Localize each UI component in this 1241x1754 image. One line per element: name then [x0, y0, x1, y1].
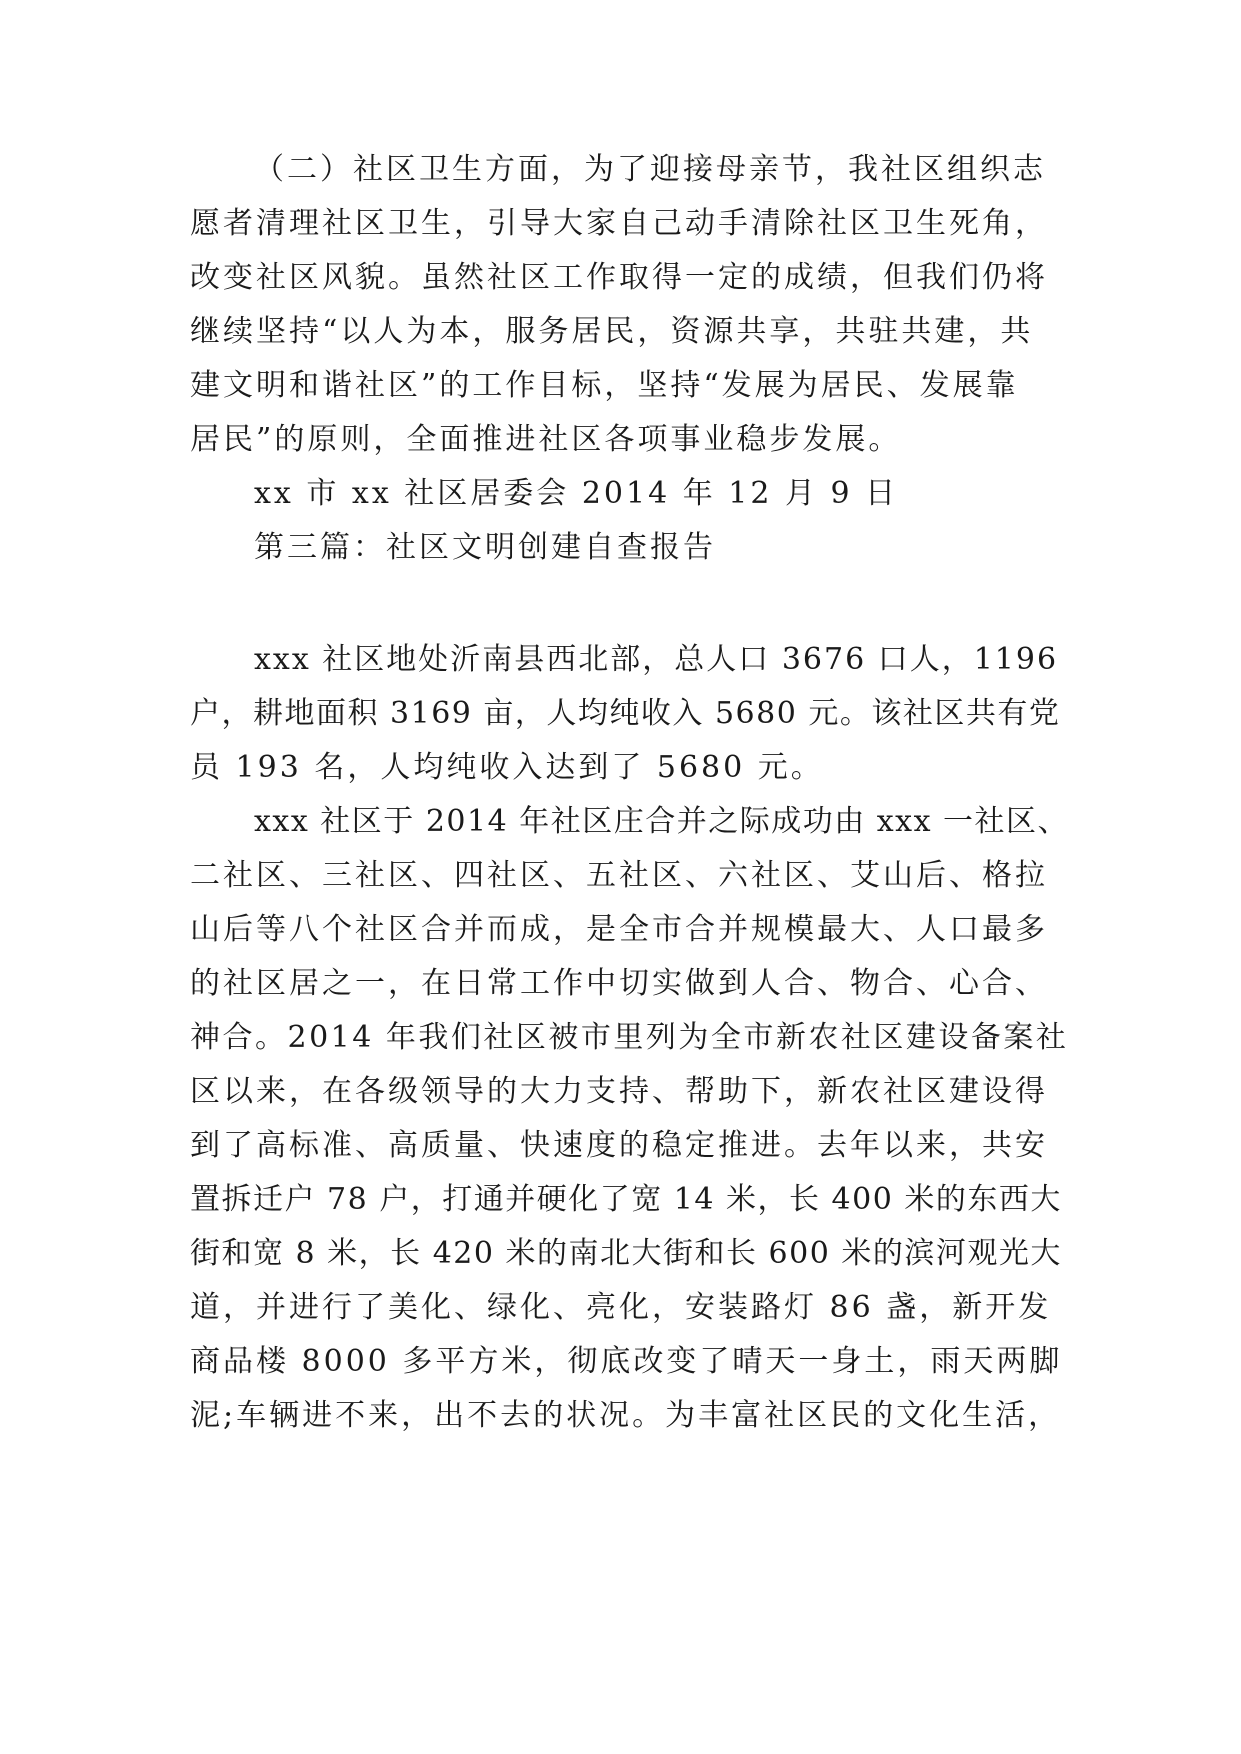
paragraph-line: 建文明和谐社区”的工作目标，坚持“发展为居民、发展靠 [190, 368, 1019, 403]
paragraph-line: 置拆迁户 78 户，打通并硬化了宽 14 米，长 400 米的东西大 [190, 1182, 1062, 1217]
paragraph-line: 户，耕地面积 3169 亩，人均纯收入 5680 元。该社区共有党 [190, 696, 1061, 731]
paragraph-line: 区以来，在各级领导的大力支持、帮助下，新农社区建设得 [190, 1074, 1048, 1109]
paragraph-line: 二社区、三社区、四社区、五社区、六社区、艾山后、格拉 [190, 858, 1048, 893]
paragraph-line: 神合。2014 年我们社区被市里列为全市新农社区建设备案社 [190, 1020, 1069, 1055]
paragraph-line: 员 193 名，人均纯收入达到了 5680 元。 [190, 750, 824, 785]
paragraph-line: 改变社区风貌。虽然社区工作取得一定的成绩，但我们仍将 [190, 260, 1048, 295]
paragraph-line: 居民”的原则，全面推进社区各项事业稳步发展。 [190, 422, 902, 457]
signature-line: xx 市 xx 社区居委会 2014 年 12 月 9 日 [254, 476, 899, 511]
paragraph-line: 继续坚持“以人为本，服务居民，资源共享，共驻共建，共 [190, 314, 1034, 349]
paragraph-line: 街和宽 8 米，长 420 米的南北大街和长 600 米的滨河观光大 [190, 1236, 1062, 1271]
paragraph-line: xxx 社区于 2014 年社区庄合并之际成功由 xxx 一社区、 [254, 804, 1070, 839]
paragraph-line: 泥;车辆进不来，出不去的状况。为丰富社区民的文化生活， [190, 1398, 1062, 1433]
paragraph-line: （二）社区卫生方面，为了迎接母亲节，我社区组织志 [254, 152, 1046, 187]
paragraph-line: xxx 社区地处沂南县西北部，总人口 3676 口人，1196 [254, 642, 1059, 677]
paragraph-line: 到了高标准、高质量、快速度的稳定推进。去年以来，共安 [190, 1128, 1048, 1163]
paragraph-line: 道，并进行了美化、绿化、亮化，安装路灯 86 盏，新开发 [190, 1290, 1052, 1325]
paragraph-line: 山后等八个社区合并而成，是全市合并规模最大、人口最多 [190, 912, 1048, 947]
section-heading: 第三篇：社区文明创建自查报告 [254, 530, 716, 565]
paragraph-line: 的社区居之一，在日常工作中切实做到人合、物合、心合、 [190, 966, 1048, 1001]
paragraph-line: 愿者清理社区卫生，引导大家自己动手清除社区卫生死角， [190, 206, 1048, 241]
paragraph-line: 商品楼 8000 多平方米，彻底改变了晴天一身土，雨天两脚 [190, 1344, 1063, 1379]
